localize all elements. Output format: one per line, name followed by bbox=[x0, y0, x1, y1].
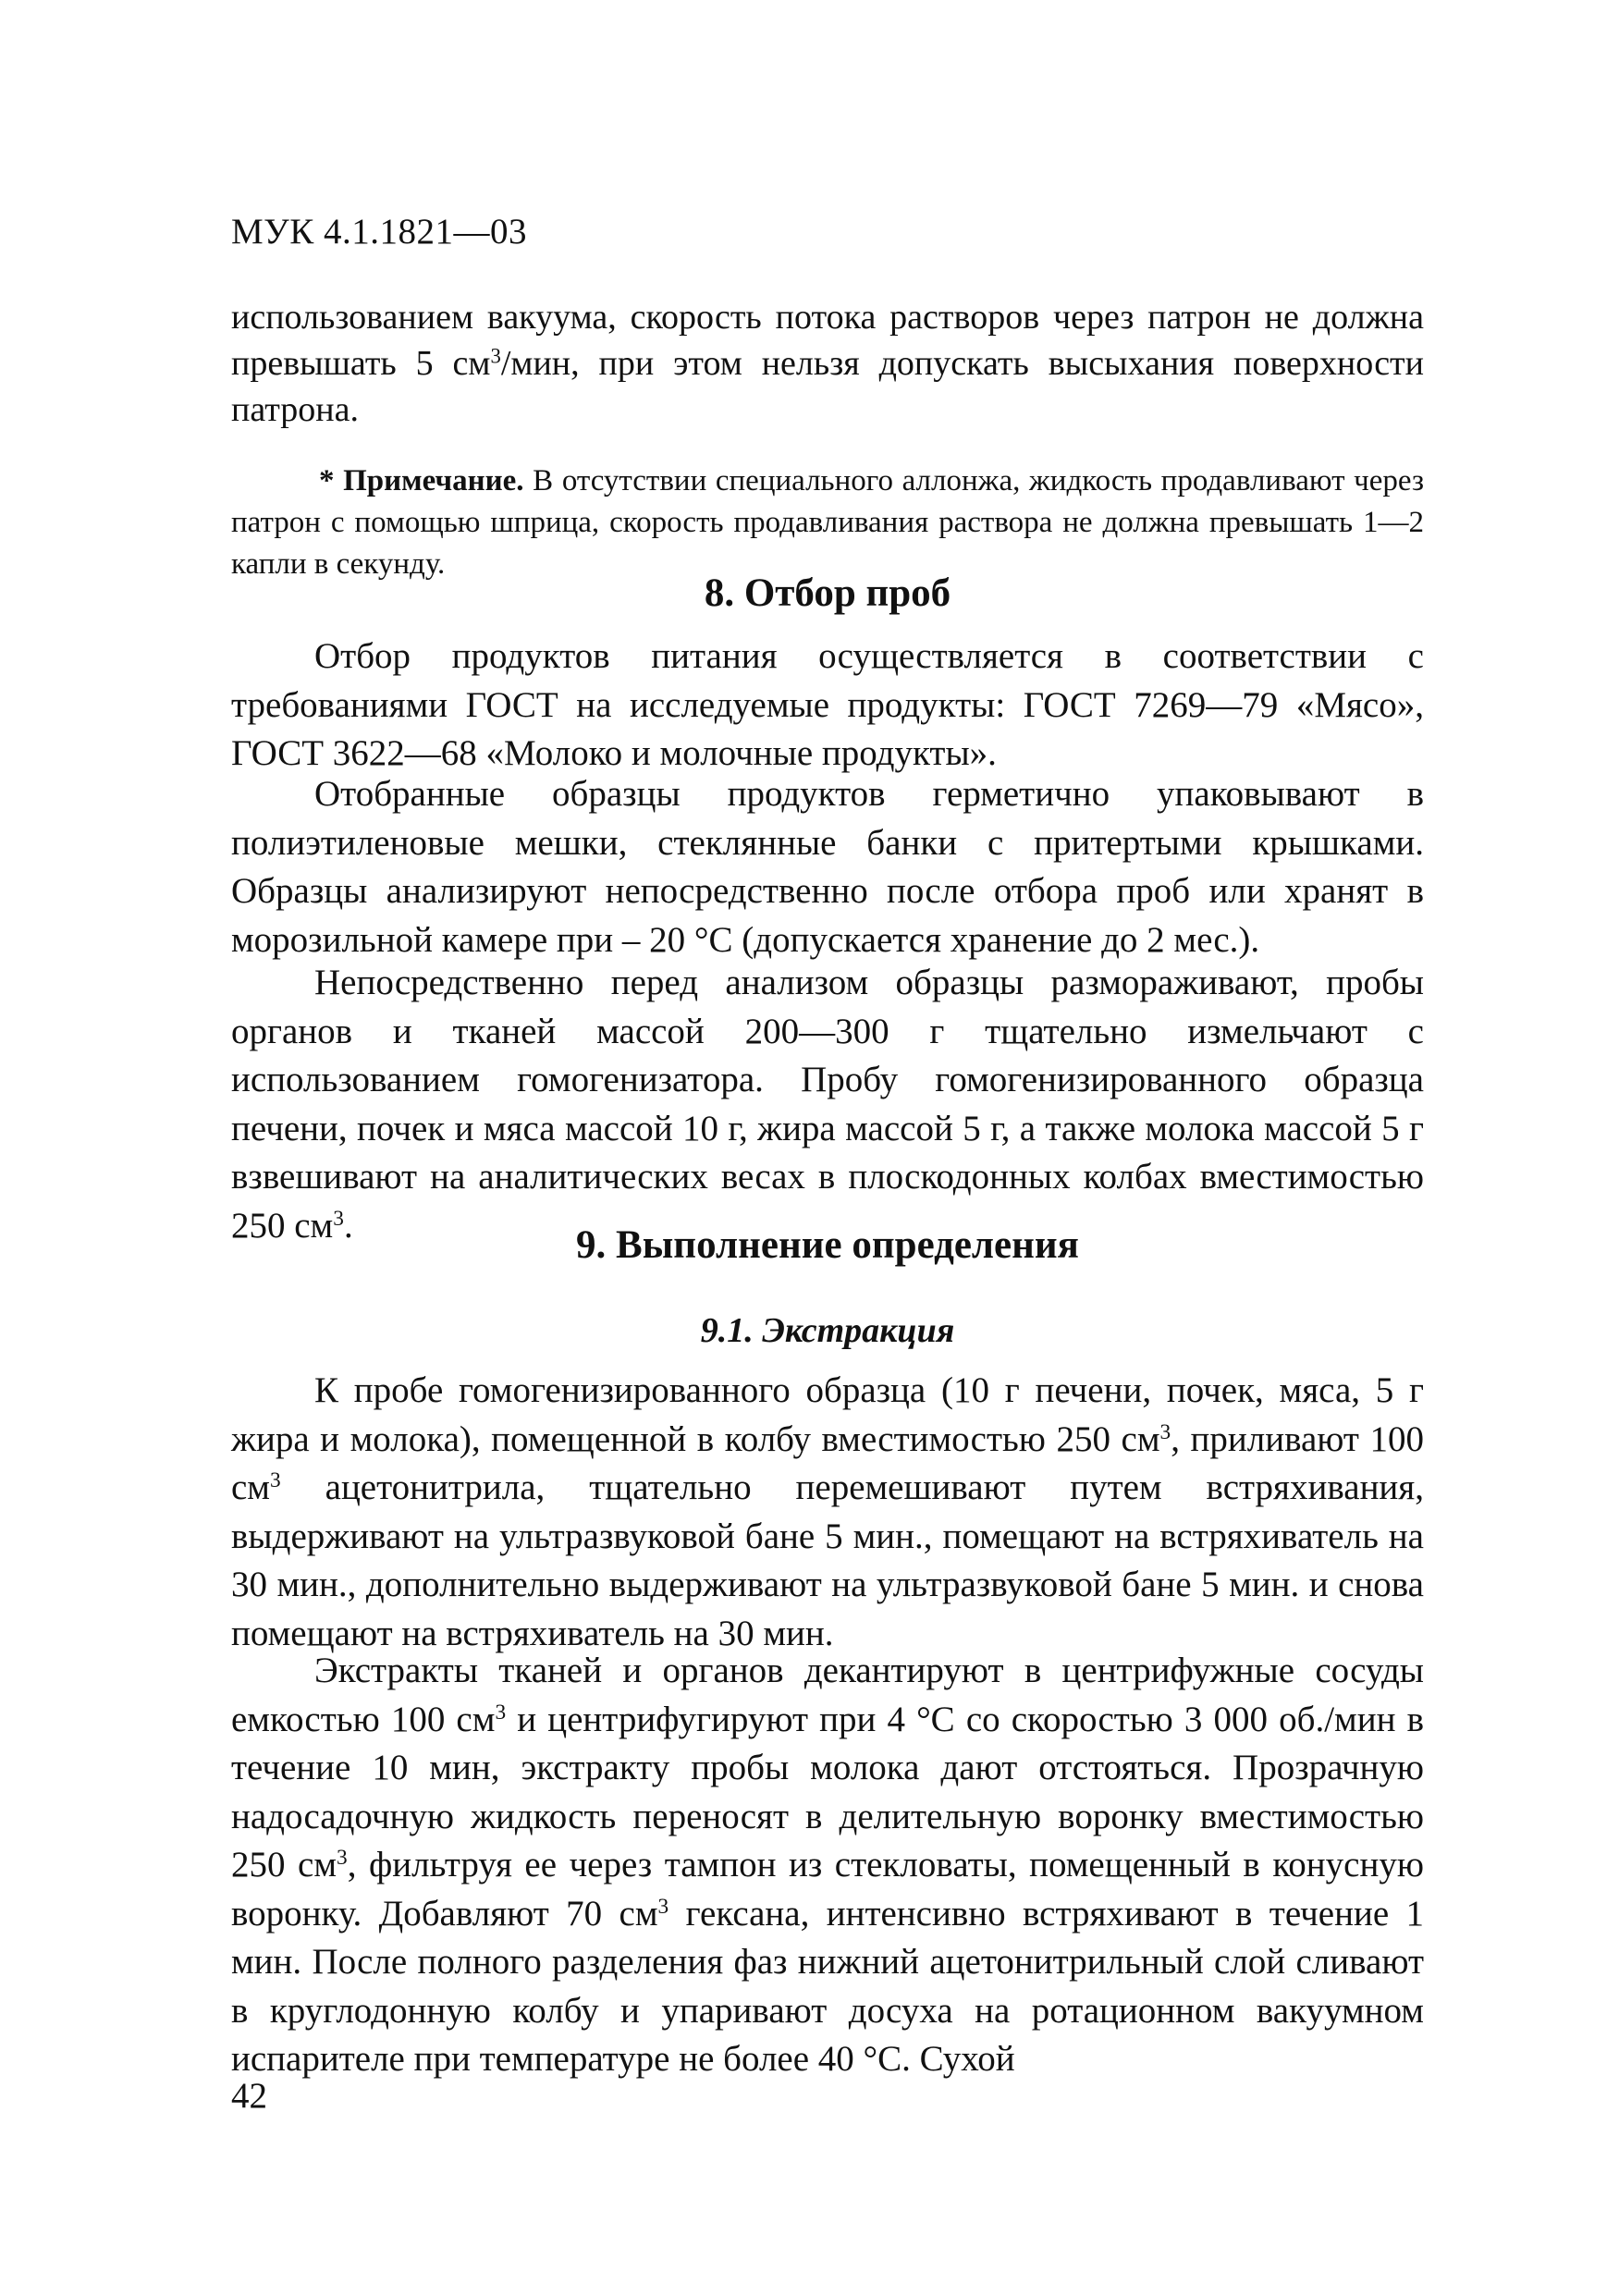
paragraph-text: Экстракты тканей и органов декантируют в центрифужные сосуды емкостью 100 см bbox=[231, 1651, 1424, 1739]
section-8-heading: 8. Отбор проб bbox=[704, 571, 951, 615]
page-number: 42 bbox=[231, 2076, 267, 2116]
superscript: 3 bbox=[270, 1468, 281, 1493]
superscript: 3 bbox=[333, 1206, 344, 1231]
paragraph-text: , фильтруя ее через тампон из стекловаты, помещенный в конусную воронку. Добавляют 70 см bbox=[231, 1845, 1424, 1934]
paragraph-text: гексана, интенсивно встряхивают в течение 1 мин. После полного разделения фаз нижний ацетонитрильный слой сливают в круглодонную колбу и упаривают досуха на ротационном вакуумном испарителе при температуре не более 40 °С. Сухой bbox=[231, 1893, 1424, 2079]
document-page bbox=[231, 0, 1424, 2296]
section-8-paragraph-2: Отобранные образцы продуктов герметично упаковывают в полиэтиленовые мешки, стеклянные банки с притертыми крышками. Образцы анализируют непосредственно после отбора проб или хранят в морозильной камере при – 20 °С (допускается хранение до 2 мес.). bbox=[231, 774, 1424, 960]
subsection-9-1-heading: 9.1. Экстракция bbox=[700, 1311, 955, 1350]
note-paragraph bbox=[231, 460, 1424, 585]
superscript: 3 bbox=[657, 1894, 669, 1919]
paragraph-text: и центрифугируют при 4 °С со скоростью 3 000 об./мин в течение 10 мин, экстракту пробы молока дают отстояться. Прозрачную надосадочную жидкость переносят в делительную воронку вместимостью 250 см bbox=[231, 1699, 1424, 1885]
document-code: МУК 4.1.1821—03 bbox=[231, 212, 528, 252]
section-8-paragraph-1: Отбор продуктов питания осуществляется в соответствии с требованиями ГОСТ на исследуемые продукты: ГОСТ 7269—79 «Мясо», ГОСТ 3622—68 «Молоко и молочные продукты». bbox=[231, 636, 1424, 773]
paragraph-text: , приливают 100 см bbox=[231, 1418, 1425, 1507]
section-9-heading: 9. Выполнение определения bbox=[576, 1223, 1079, 1267]
note-text: В отсутствии специального аллонжа, жидкость продавливают через патрон с помощью шприца, скорость продавливания раствора не должна превышать 1—2 капли в секунду. bbox=[231, 464, 1424, 581]
superscript: 3 bbox=[337, 1846, 348, 1871]
paragraph-text: К пробе гомогенизированного образца (10 г печени, почек, мяса, 5 г жира и молока), помещенной в колбу вместимостью 250 см bbox=[231, 1370, 1424, 1459]
section-9-paragraph-1 bbox=[231, 1367, 1424, 1658]
intro-paragraph bbox=[231, 294, 1424, 433]
paragraph-text: ацетонитрила, тщательно перемешивают путем встряхивания, выдерживают на ультразвуковой бане 5 мин., помещают на встряхиватель на 30 мин., дополнительно выдерживают на ультразвуковой бане 5 мин. и снова помещают на встряхиватель на 30 мин. bbox=[231, 1467, 1424, 1653]
intro-text-2: /мин, при этом нельзя допускать высыхания поверхности патрона. bbox=[231, 344, 1425, 429]
intro-text-1: использованием вакуума, скорость потока растворов через патрон не должна превышать 5 см bbox=[231, 298, 1424, 383]
note-label: * Примечание. bbox=[319, 464, 524, 497]
section-8-paragraph-3 bbox=[231, 959, 1424, 1250]
paragraph-text: . bbox=[343, 1205, 353, 1246]
section-9-paragraph-2 bbox=[231, 1647, 1424, 2084]
superscript: 3 bbox=[1159, 1419, 1171, 1444]
superscript: 3 bbox=[495, 1700, 507, 1725]
paragraph-text: Непосредственно перед анализом образцы размораживают, пробы органов и тканей массой 200—300 г тщательно измельчают с использованием гомогенизатора. Пробу гомогенизированного образца печени, почек и мяса массой 10 г, жира массой 5 г, а также молока массой 5 г взвешивают на аналитических весах в плоскодонных колбах вместимостью 250 см bbox=[231, 963, 1424, 1246]
superscript: 3 bbox=[490, 344, 501, 368]
